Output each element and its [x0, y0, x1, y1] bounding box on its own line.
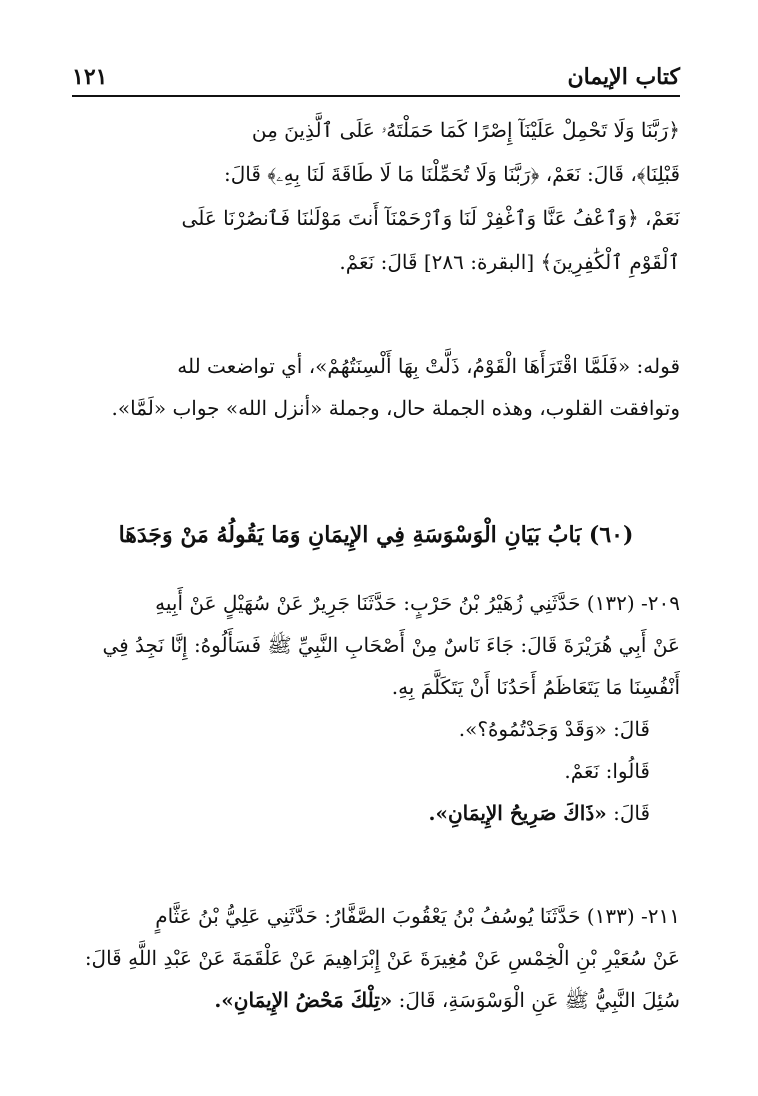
- hadith-line: ٢١١- (١٣٣) حَدَّثَنَا يُوسُفُ بْنُ يَعْقُوبَ الصَّفَّارُ: حَدَّثَنِي عَلِيُّ بْنُ عَثَّامٍ: [155, 904, 680, 928]
- hadith-question-line: قَالَ: «وَقَدْ وَجَدْتُمُوهُ؟».: [458, 717, 650, 741]
- hadith-statement-prefix: قَالَ:: [606, 801, 650, 825]
- header-divider: [72, 95, 680, 97]
- book-title: كتاب الإيمان: [567, 64, 680, 90]
- quran-line: ﴿رَبَّنَا وَلَا تَحْمِلْ عَلَيْنَآ إِصْرًا كَمَا حَمَلْتَهُۥ عَلَى ٱلَّذِينَ مِن: [251, 118, 680, 142]
- commentary-paragraph: [72, 345, 680, 429]
- hadith-final-bold: «تِلْكَ مَحْضُ الإِيمَانِ».: [214, 988, 393, 1012]
- hadith-line: عَنْ سُعَيْرِ بْنِ الْخِمْسِ عَنْ مُغِيرَةَ عَنْ إِبْرَاهِيمَ عَنْ عَلْقَمَةَ عَنْ عَبْدِ اللَّهِ قَالَ:: [84, 946, 680, 970]
- page-number: ١٢١: [72, 64, 108, 90]
- hadith-line: أَنْفُسِنَا مَا يَتَعَاظَمُ أَحَدُنَا أَنْ يَتَكَلَّمَ بِهِ.: [391, 675, 680, 699]
- page-header: [72, 52, 680, 92]
- quran-line: قَبْلِنَا﴾، قَالَ: نَعَمْ، ﴿رَبَّنَا وَلَا تُحَمِّلْنَا مَا لَا طَاقَةَ لَنَا بِهِۦ﴾ قَالَ:: [224, 162, 680, 186]
- hadith-211: [72, 895, 680, 1021]
- hadith-final-prefix: سُئِلَ النَّبِيُّ ﷺ عَنِ الْوَسْوَسَةِ، قَالَ:: [392, 988, 680, 1012]
- hadith-line: ٢٠٩- (١٣٢) حَدَّثَنِي زُهَيْرُ بْنُ حَرْبٍ: حَدَّثَنَا جَرِيرٌ عَنْ سُهَيْلٍ عَنْ أَبِيهِ: [155, 591, 680, 615]
- hadith-statement-bold: «ذَاكَ صَرِيحُ الإِيمَانِ».: [428, 801, 607, 825]
- quran-line: نَعَمْ، ﴿وَٱعْفُ عَنَّا وَٱغْفِرْ لَنَا وَٱرْحَمْنَآ أَنتَ مَوْلَىٰنَا فَٱنصُرْنَا عَلَى: [181, 206, 680, 230]
- hadith-209: [72, 582, 680, 834]
- hadith-final-line: [72, 979, 680, 1021]
- hadith-answer-line: قَالُوا: نَعَمْ.: [564, 759, 650, 783]
- quran-line: ٱلْقَوْمِ ٱلْكَٰفِرِينَ﴾ [البقرة: ٢٨٦] قَالَ: نَعَمْ.: [339, 250, 680, 274]
- hadith-line: عَنْ أَبِي هُرَيْرَةَ قَالَ: جَاءَ نَاسٌ مِنْ أَصْحَابِ النَّبِيِّ ﷺ فَسَأَلُوهُ: إِنَّا نَجِدُ فِي: [102, 633, 680, 657]
- chapter-heading: (٦٠) بَابُ بَيَانِ الْوَسْوَسَةِ فِي الإِيمَانِ وَمَا يَقُولُهُ مَنْ وَجَدَهَا: [118, 522, 634, 548]
- quran-verse-block: [72, 108, 680, 284]
- commentary-line: قوله: «فَلَمَّا اقْتَرَأَهَا الْقَوْمُ، ذَلَّتْ بِهَا أَلْسِنَتُهُمْ»، أي تواضعت لله: [177, 354, 680, 378]
- commentary-line: وتوافقت القلوب، وهذه الجملة حال، وجملة «أنزل الله» جواب «لَمَّا».: [111, 396, 680, 420]
- hadith-statement-line: [72, 792, 680, 834]
